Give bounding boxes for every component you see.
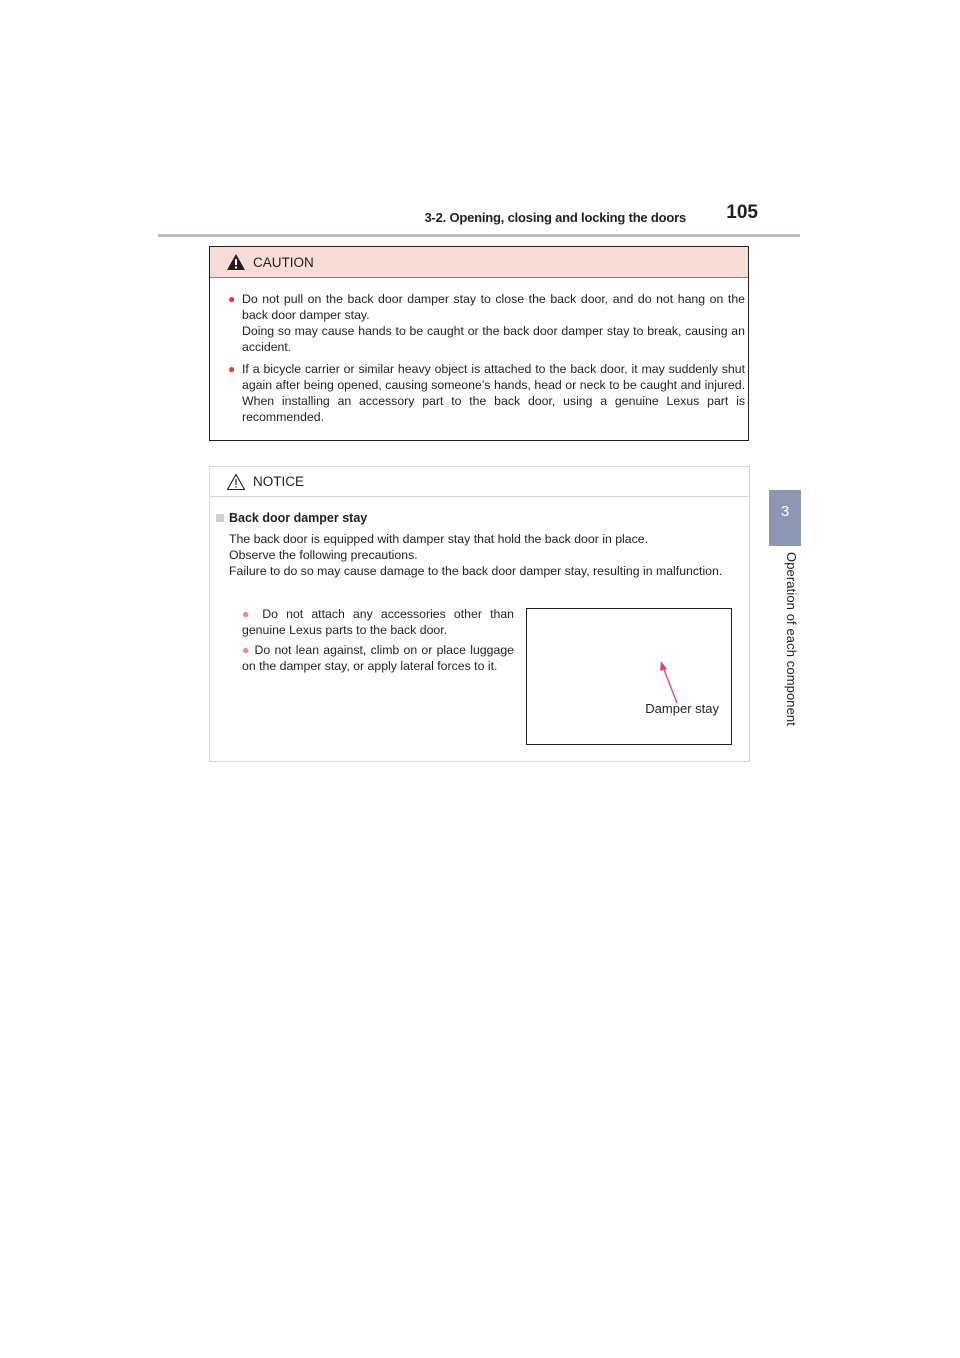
caution-box [209, 246, 749, 441]
chapter-number: 3 [780, 503, 790, 520]
chapter-title: Operation of each component [784, 552, 799, 726]
bullet-dot-icon: ● [242, 607, 255, 621]
bullet-dot-icon: ● [228, 292, 236, 306]
caution-bullet-text: If a bicycle carrier or similar heavy object is attached to the back door, it may suddenly shut again after being opened, causing someone’s hands, head or neck to be caught and injured. When installing an accessory part to the back door, using a genuine Lexus part is recommended. [242, 362, 745, 424]
warning-icon [226, 253, 246, 271]
caution-header [210, 247, 748, 278]
notice-bullet-text: Do not lean against, climb on or place luggage on the damper stay, or apply lateral forces to it. [242, 643, 514, 673]
notice-subheading [216, 511, 367, 525]
square-bullet-icon [216, 514, 224, 522]
chapter-tab [769, 490, 801, 546]
caution-bullet-text: Do not pull on the back door damper stay to close the back door, and do not hang on the back door damper stay. [242, 292, 745, 322]
page-number: 105 [726, 202, 758, 223]
warning-outline-icon [226, 473, 246, 491]
notice-bullet-text: Do not attach any accessories other than genuine Lexus parts to the back door. [242, 607, 514, 637]
bullet-dot-icon: ● [228, 362, 236, 376]
damper-stay-figure [526, 608, 732, 745]
notice-header [210, 467, 749, 497]
caution-bullet [221, 361, 745, 425]
notice-bullet [221, 642, 514, 674]
caution-bullet-text: Doing so may cause hands to be caught or the back door damper stay to break, causing an accident. [242, 324, 745, 354]
notice-box [209, 466, 750, 762]
page-header [158, 196, 800, 237]
notice-title: NOTICE [253, 474, 305, 489]
notice-subheading-text: Back door damper stay [229, 511, 368, 525]
section-title: 3-2. Opening, closing and locking the doors [424, 210, 686, 225]
caution-title: CAUTION [253, 255, 314, 270]
notice-paragraph [229, 531, 741, 579]
caution-bullet [221, 291, 745, 355]
notice-bullet [221, 606, 514, 638]
notice-paragraph-text: Observe the following precautions. [229, 548, 418, 562]
notice-paragraph-text: The back door is equipped with damper stay that hold the back door in place. [229, 532, 649, 546]
notice-paragraph-text: Failure to do so may cause damage to the back door damper stay, resulting in malfunction. [229, 564, 723, 578]
callout-arrow-icon [527, 609, 731, 744]
bullet-dot-icon: ● [242, 643, 251, 657]
figure-label: Damper stay [645, 701, 719, 716]
